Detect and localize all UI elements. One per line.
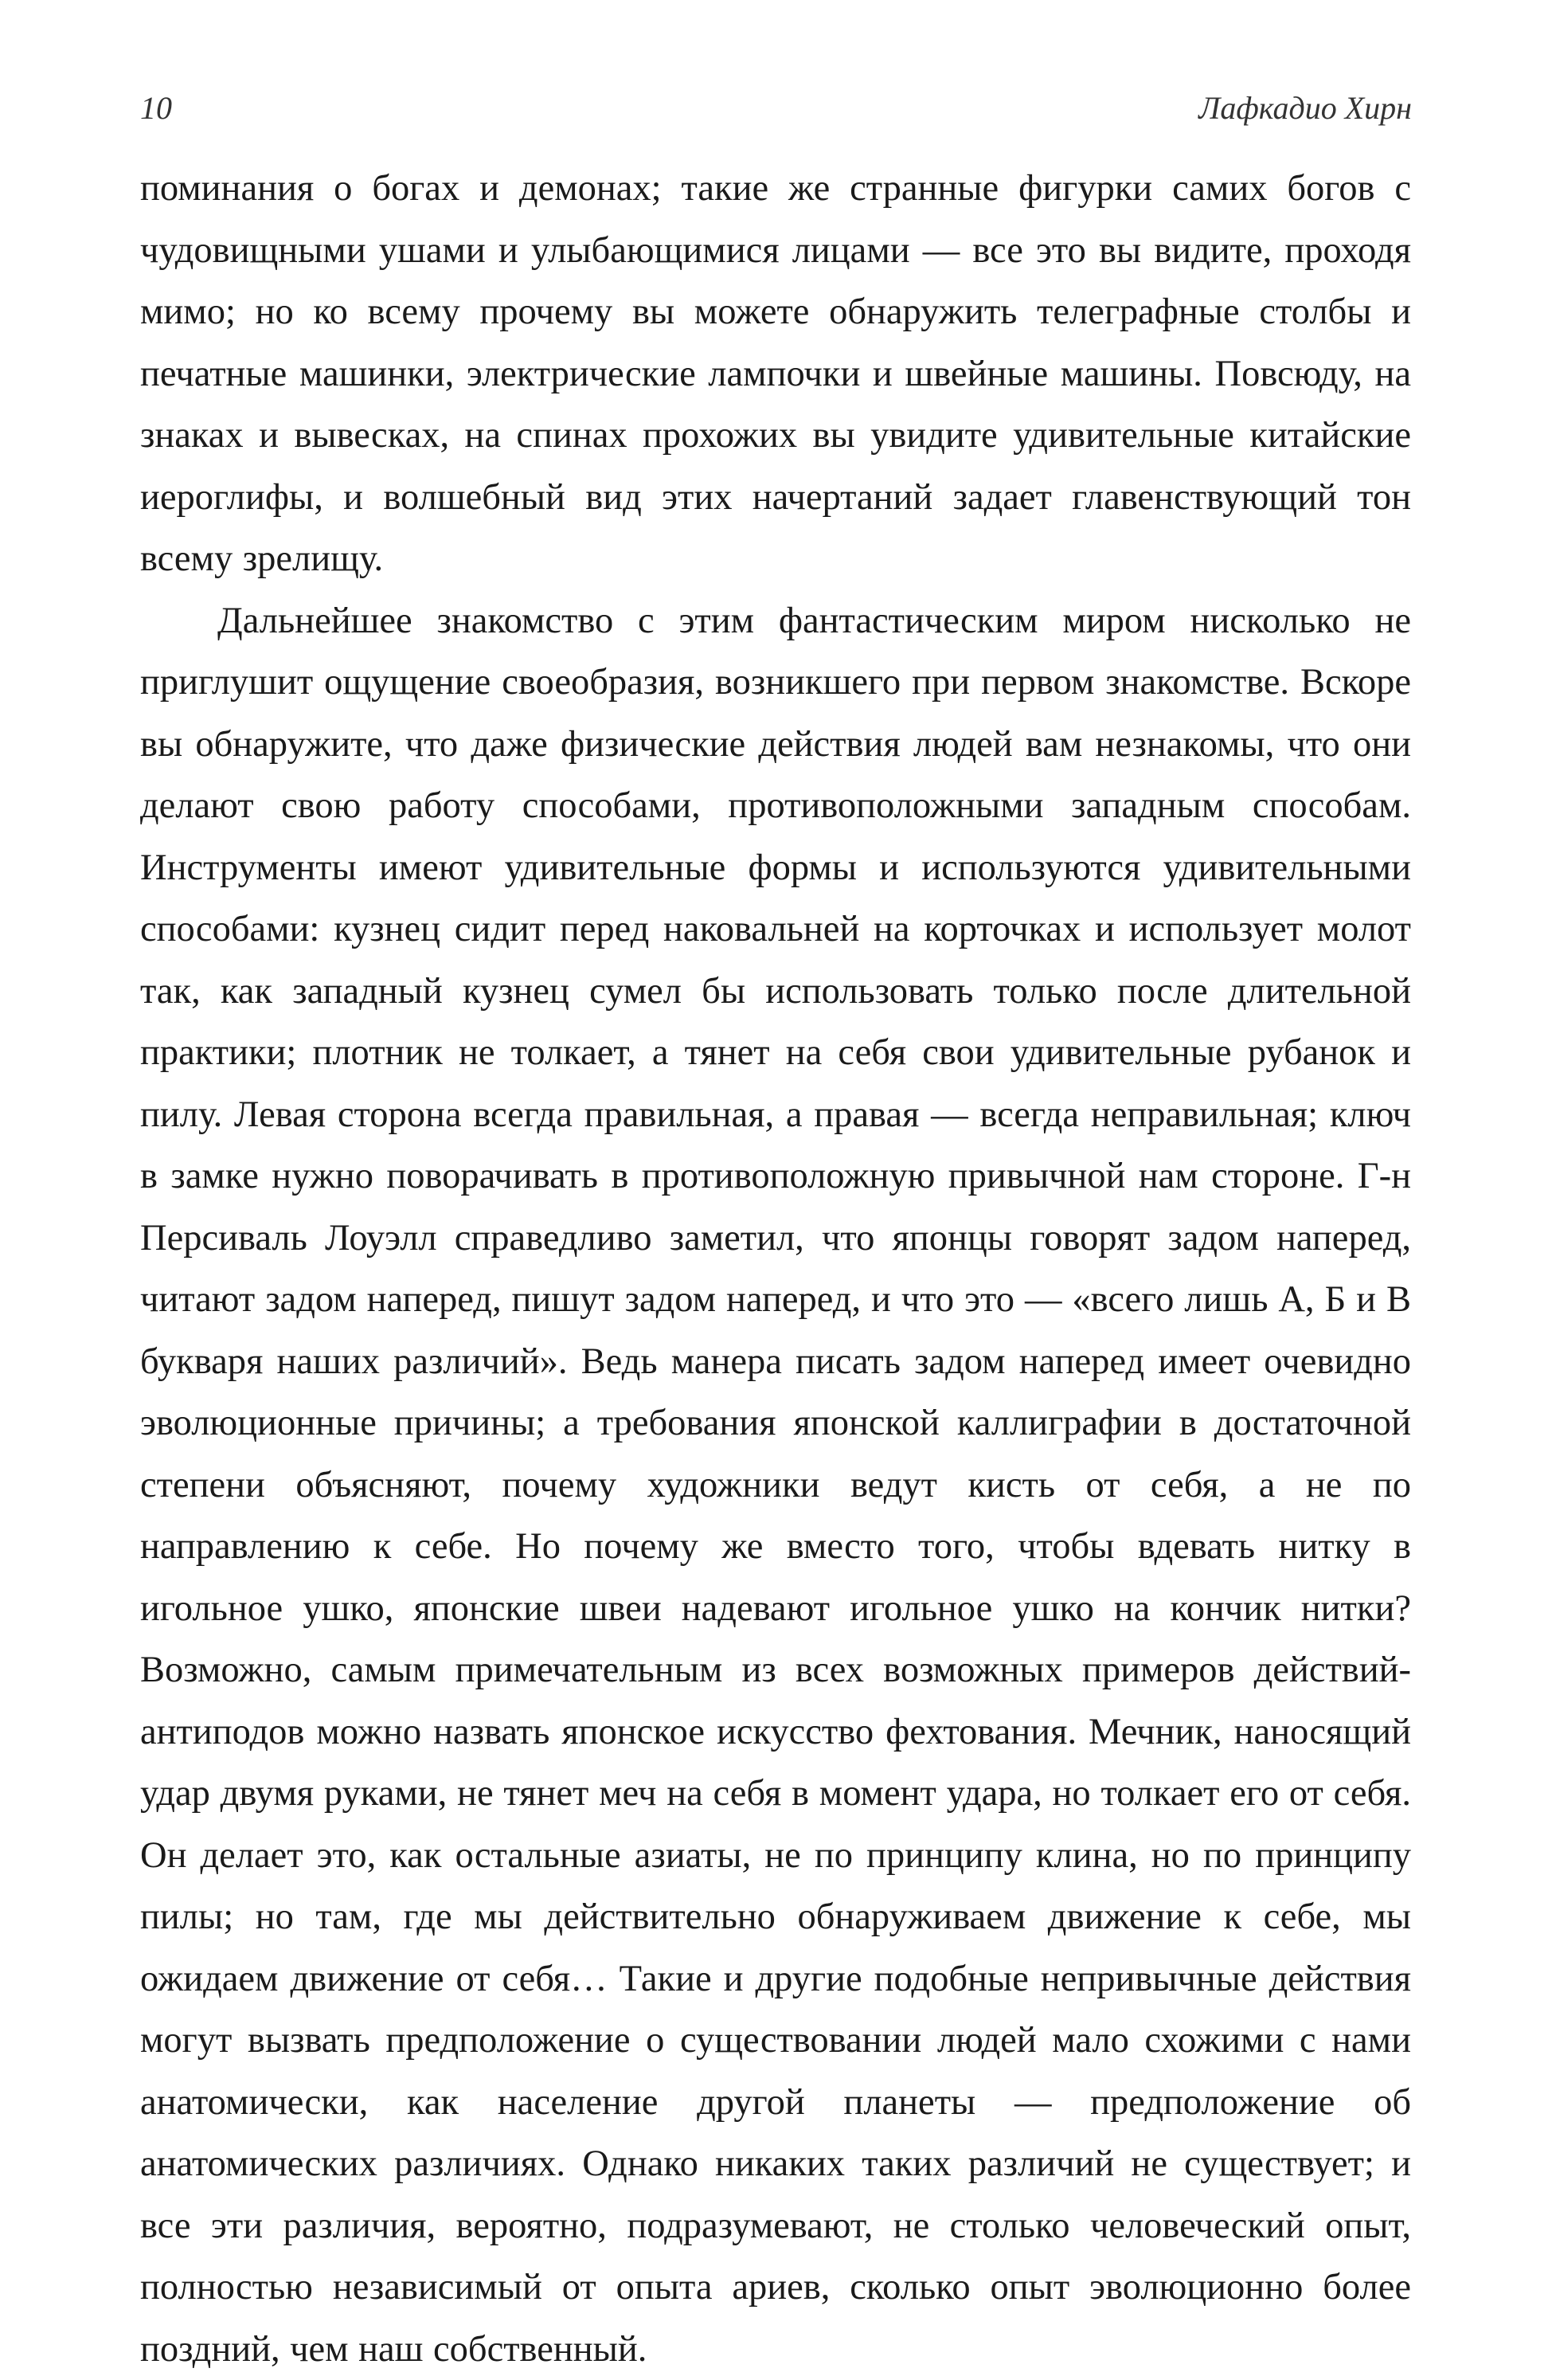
paragraph: Дальнейшее знакомство с этим фантастическим миром нисколько не приглушит ощущение своеобразия, возникшего при первом знакомстве. Вскоре вы обнаружите, что даже физические действия людей вам незнакомы, что они делают свою работу способами, противоположными западным способам. Инструменты имеют удивительные формы и используются удивительными способами: кузнец сидит перед наковальней на корточках и использует молот так, как западный кузнец сумел бы использовать только после длительной практики; плотник не толкает, а тянет на себя свои удивительные рубанок и пилу. Левая сторона всегда правильная, а правая — всегда неправильная; ключ в замке нужно поворачивать в противоположную привычной нам стороне. Г-н Персиваль Лоуэлл справедливо заметил, что японцы говорят задом наперед, читают задом наперед, пишут задом наперед, и что это — «всего лишь А, Б и В букваря наших различий». Ведь манера писать задом наперед имеет очевидно эволюционные причины; а требования японской каллиграфии в достаточной степени объясняют, почему художники ведут кисть от себя, а не по направлению к себе. Но почему же вместо того, чтобы вдевать нитку в игольное ушко, японские швеи надевают игольное ушко на кончик нитки? Возможно, самым примечательным из всех возможных примеров действий-антиподов можно назвать японское искусство фехтования. Мечник, наносящий удар двумя руками, не тянет меч на себя в момент удара, но толкает его от себя. Он делает это, как остальные азиаты, не по принципу клина, но по принципу пилы; но там, где мы действительно обнаруживаем движение к себе, мы ожидаем движение от себя… Такие и другие подобные непривычные действия могут вызвать предположение о существовании людей мало схожими с нами анатомически, как население другой планеты — предположение об анатомических различиях. Однако никаких таких различий не существует; и все эти различия, вероятно, подразумевают, не столько человеческий опыт, полностью независимый от опыта ариев, сколько опыт эволюционно более поздний, чем наш собственный. xyxy=(140,590,1411,2380)
running-head xyxy=(140,89,1412,127)
running-author: Лафкадио Хирн xyxy=(1198,89,1412,127)
paragraph-continued: поминания о богах и демонах; такие же странные фигурки самих богов с чудовищными ушами и улыбающимися лицами — все это вы видите, проходя мимо; но ко всему прочему вы можете обнаружить телеграфные столбы и печатные машинки, электрические лампочки и швейные машины. Повсюду, на знаках и вывесках, на спинах прохожих вы увидите удивительные китайские иероглифы, и волшебный вид этих начертаний задает главенствующий тон всему зрелищу. xyxy=(140,158,1411,590)
body-text xyxy=(140,158,1411,2380)
page-number: 10 xyxy=(140,89,172,127)
